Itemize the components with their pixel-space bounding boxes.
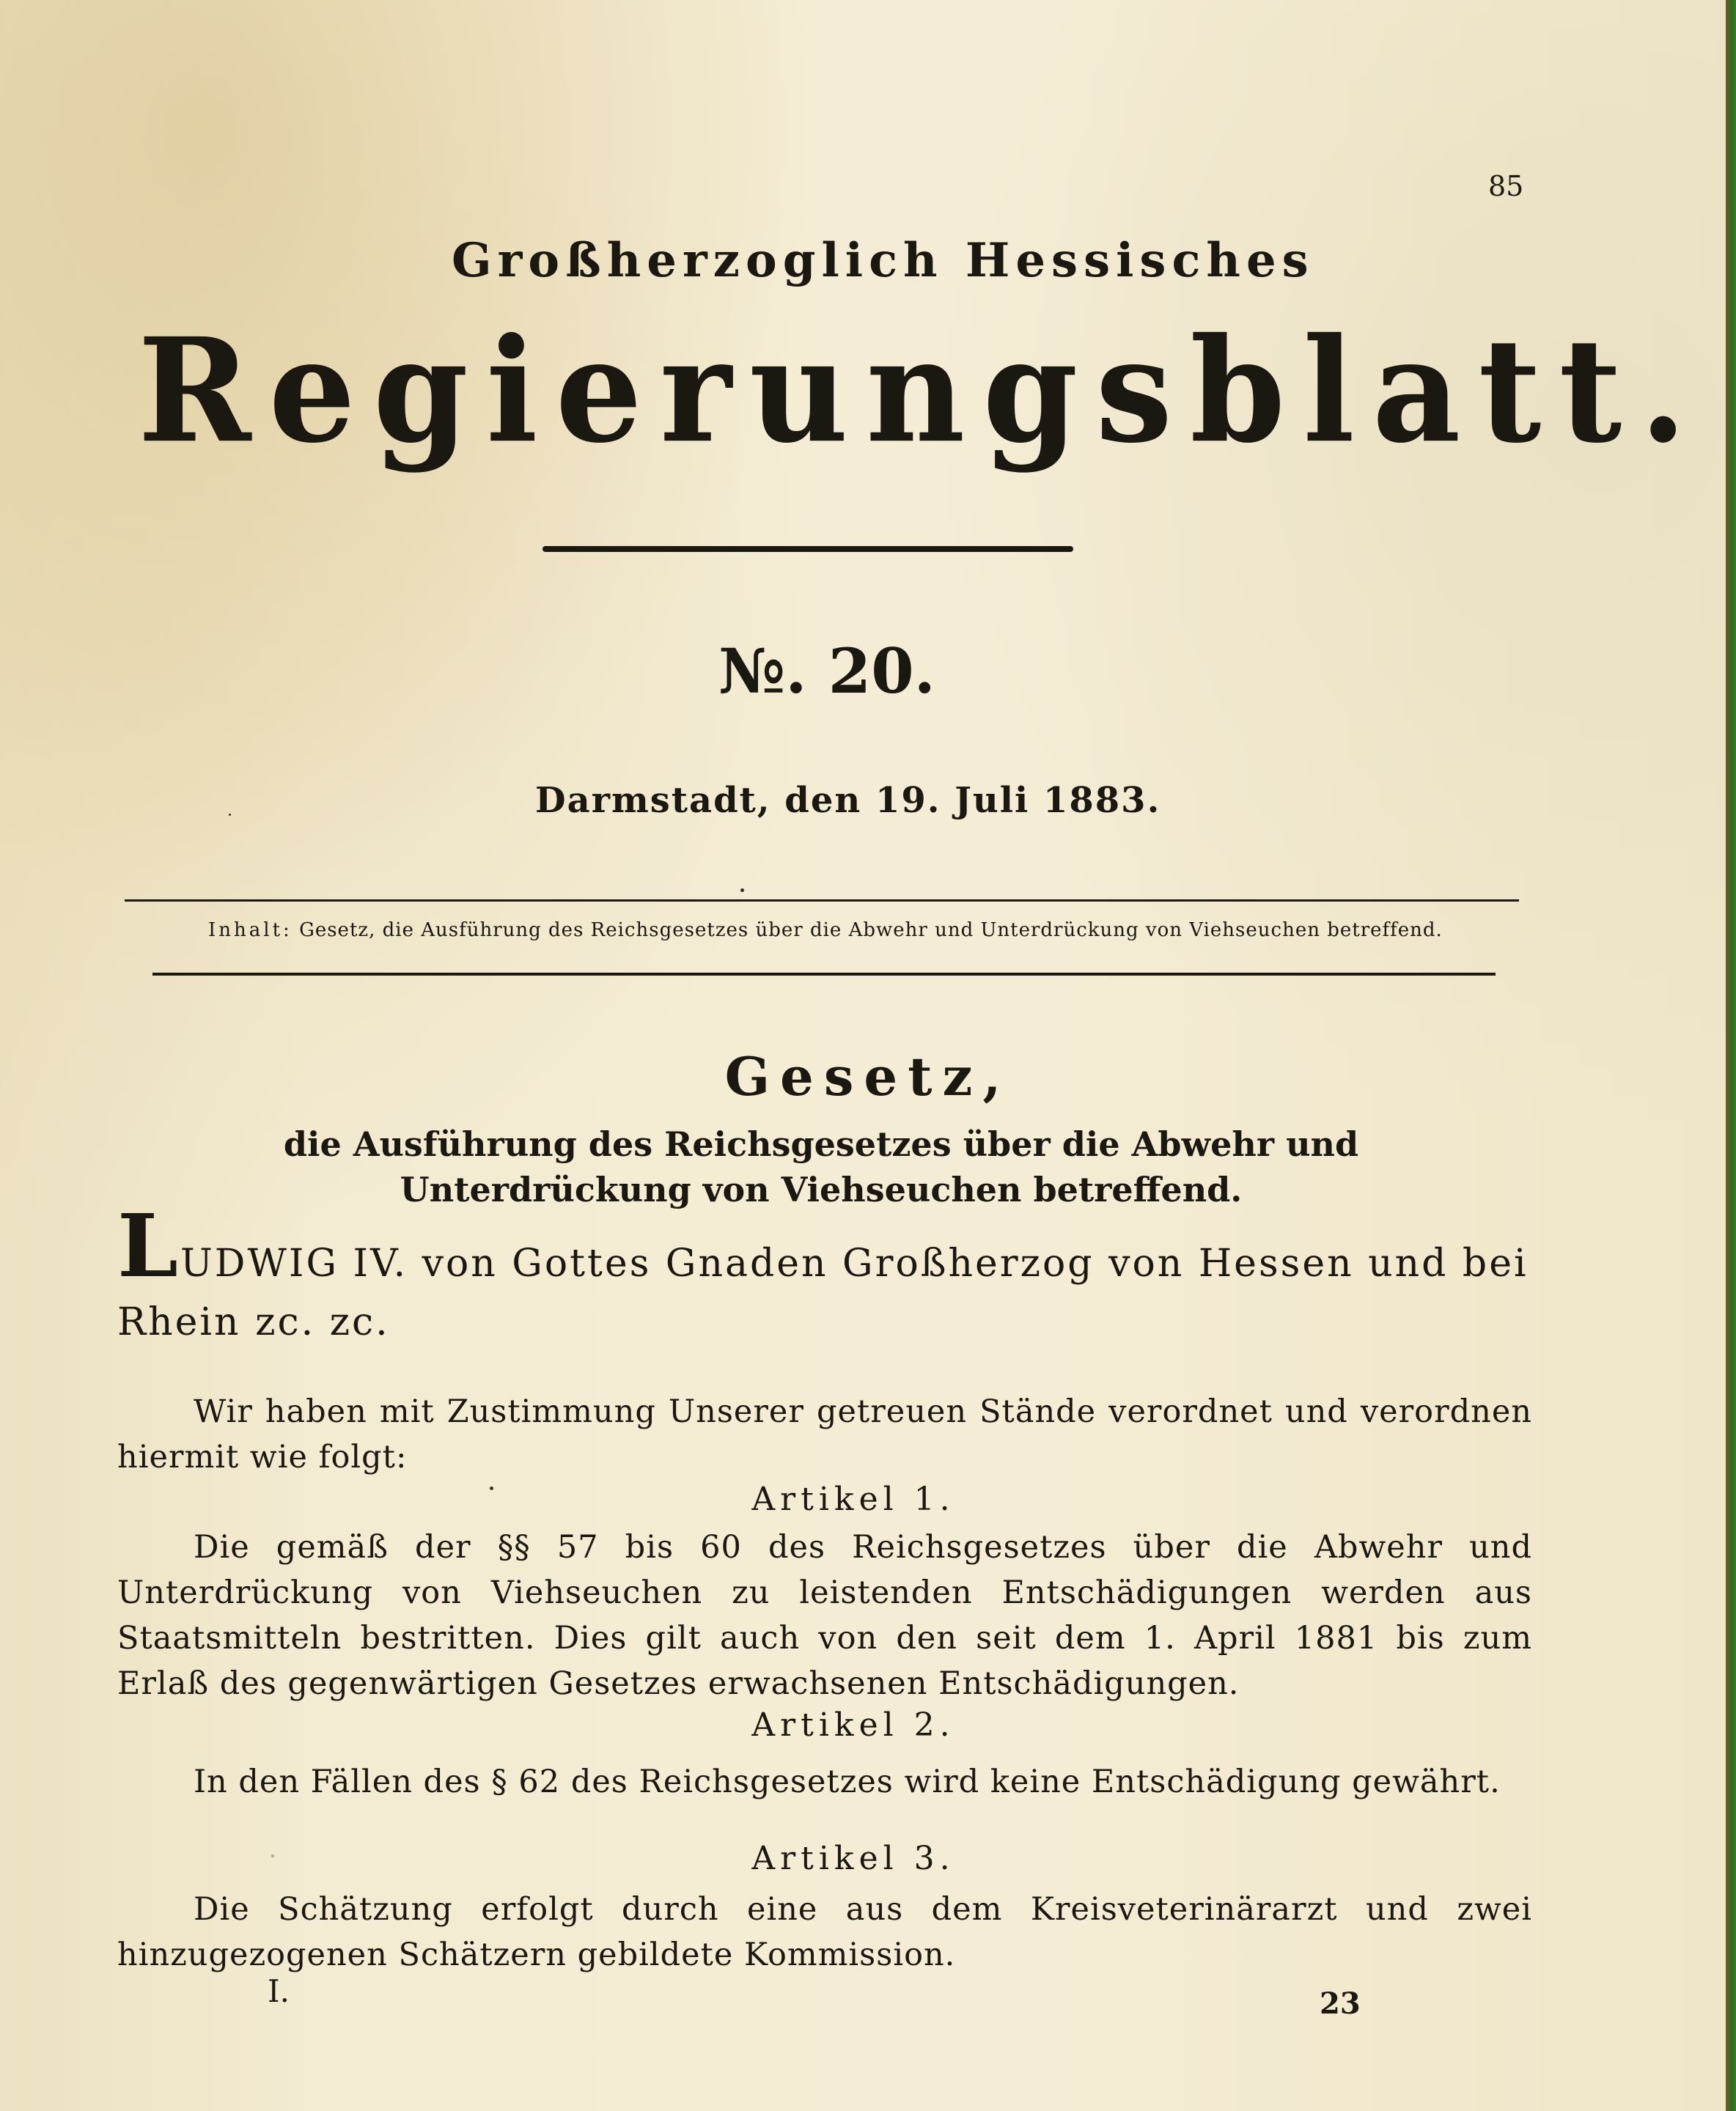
contents-rule-bottom <box>152 973 1496 976</box>
preamble-text: UDWIG IV. von Gottes Gnaden Großherzog von Hessen und bei Rhein zc. zc. <box>117 1242 1529 1344</box>
preamble <box>117 1195 1532 1352</box>
masthead-rule <box>542 546 1073 552</box>
article-3-body <box>117 1887 1532 1978</box>
law-title: Gesetz, <box>724 1045 1012 1108</box>
article-3-heading: Artikel 3. <box>751 1840 955 1877</box>
sheet-number: 23 <box>1320 1986 1361 2021</box>
contents-text: Gesetz, die Ausführung des Reichsgesetzes über die Abwehr und Unterdrückung von Viehseuchen betreffend. <box>299 919 1443 941</box>
ink-speck <box>229 814 231 816</box>
article-2-heading: Artikel 2. <box>751 1706 955 1744</box>
masthead-subtitle: Großherzoglich Hessisches <box>452 233 1314 288</box>
masthead-title: Regierungsblatt. <box>138 306 1705 475</box>
article-1-heading: Artikel 1. <box>751 1481 955 1518</box>
drop-cap: L <box>117 1195 180 1297</box>
contents-line <box>208 919 1443 941</box>
article-1-text: Die gemäß der §§ 57 bis 60 des Reichsgesetzes über die Abwehr und Unterdrückung von Viehseuchen zu leistenden Entschädigungen werden aus Staatsmitteln bestritten. Dies gilt auch von den seit dem 1. April 1881 bis zum Erlaß des gegenwärtigen Gesetzes erwachsenen Entschädigungen. <box>117 1529 1532 1702</box>
article-2-text: In den Fällen des § 62 des Reichsgesetzes wird keine Entschädigung gewährt. <box>194 1764 1501 1800</box>
enacting-clause-text: Wir haben mit Zustimmung Unserer getreuen Stände verordnet und verordnen hiermit wie folgt: <box>117 1393 1532 1476</box>
signature-mark: I. <box>268 1973 290 2009</box>
law-subtitle: die Ausführung des Reichsgesetzes über die Abwehr und Unterdrückung von Viehseuchen betreffend. <box>283 1124 1359 1209</box>
ink-speck <box>740 888 744 892</box>
contents-rule-top <box>125 899 1519 902</box>
ink-speck <box>490 1486 493 1490</box>
issue-date: Darmstadt, den 19. Juli 1883. <box>535 780 1161 821</box>
article-3-text: Die Schätzung erfolgt durch eine aus dem Kreisveterinärarzt und zwei hinzugezogenen Schätzern gebildete Kommission. <box>117 1891 1532 1973</box>
issue-number: №. 20. <box>718 635 935 707</box>
article-2-body <box>117 1759 1532 1805</box>
page-number: 85 <box>1488 170 1524 202</box>
article-1-body <box>117 1525 1532 1706</box>
enacting-clause <box>117 1389 1532 1480</box>
contents-label: Inhalt: <box>208 919 293 941</box>
paper-speck <box>271 1854 274 1857</box>
